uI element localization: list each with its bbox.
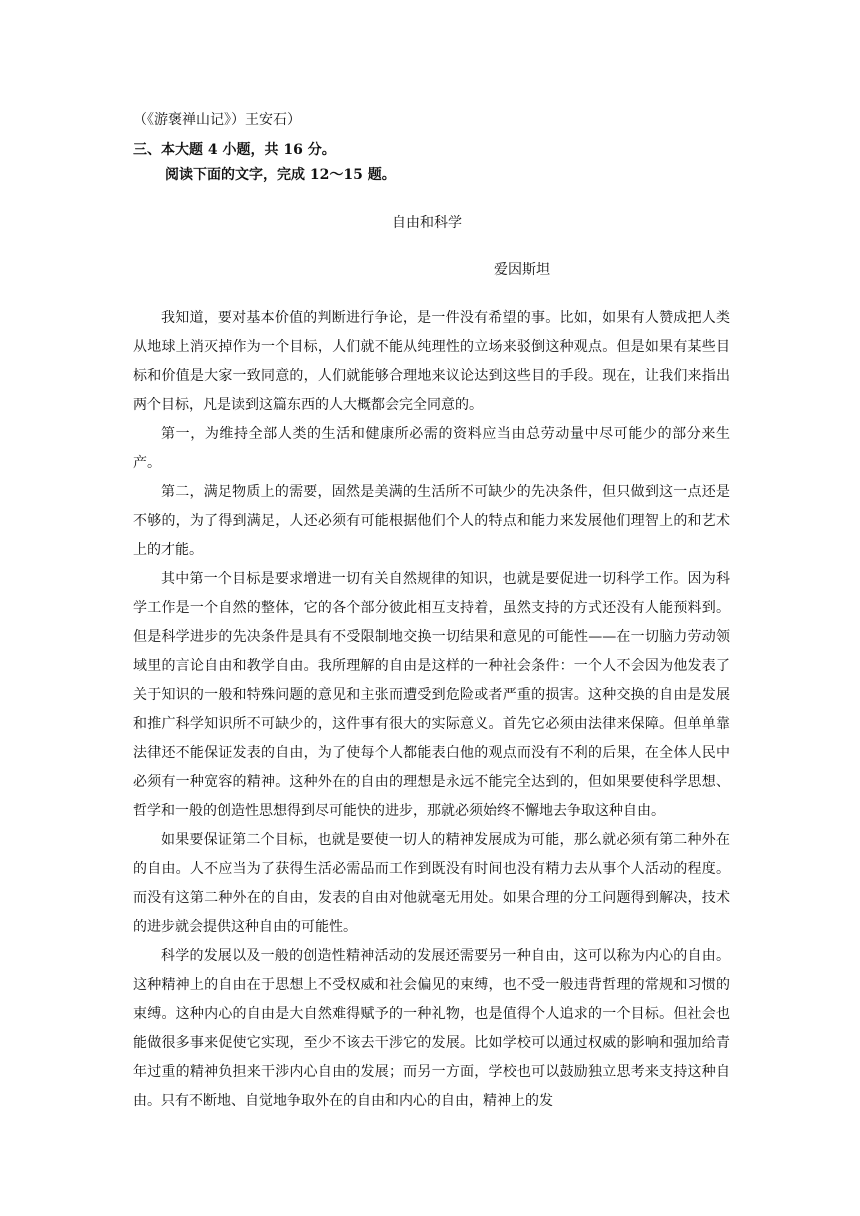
paragraph: 第二，满足物质上的需要，固然是美满的生活所不可缺少的先决条件，但只做到这一点还是不够的，为了得到满足，人还必须有可能根据他们个人的特点和能力来发展他们理智上的和艺术上的才能。: [133, 484, 730, 558]
paragraph: 科学的发展以及一般的创造性精神活动的发展还需要另一种自由，这可以称为内心的自由。这种精神上的自由在于思想上不受权威和社会偏见的束缚，也不受一般违背哲理的常规和习惯的束缚。这种内心的自由是大自然难得赋予的一种礼物，也是值得个人追求的一个目标。但社会也能做很多事来促使它实现，至少不该去干涉它的发展。比如学校可以通过权威的影响和强加给青年过重的精神负担来干涉内心自由的发展；而另一方面，学校也可以鼓励独立思考来支持这种自由。只有不断地、自觉地争取外在的自由和内心的自由，精神上的发: [133, 948, 730, 1109]
paragraph: 其中第一个目标是要求增进一切有关自然规律的知识，也就是要促进一切科学工作。因为科学工作是一个自然的整体，它的各个部分彼此相互支持着，虽然支持的方式还没有人能预料到。但是科学进步的先决条件是具有不受限制地交换一切结果和意见的可能性——在一切脑力劳动领域里的言论自由和教学自由。我所理解的自由是这样的一种社会条件：一个人不会因为他发表了关于知识的一般和特殊问题的意见和主张而遭受到危险或者严重的损害。这种交换的自由是发展和推广科学知识所不可缺少的，这件事有很大的实际意义。首先它必须由法律来保障。但单单靠法律还不能保证发表的自由，为了使每个人都能表白他的观点而没有不利的后果，在全体人民中必须有一种宽容的精神。这种外在的自由的理想是永远不能完全达到的，但如果要使科学思想、哲学和一般的创造性思想得到尽可能快的进步，那就必须始终不懈地去争取这种自由。: [133, 571, 730, 819]
article-title: 自由和科学: [392, 215, 462, 231]
instruction-text: 阅读下面的文字，完成 12～15 题。: [165, 167, 396, 183]
paragraph: 如果要保证第二个目标，也就是要使一切人的精神发展成为可能，那么就必须有第二种外在的自由。人不应当为了获得生活必需品而工作到既没有时间也没有精力去从事个人活动的程度。而没有这第二种外在的自由，发表的自由对他就毫无用处。如果合理的分工问题得到解决，技术的进步就会提供这种自由的可能性。: [133, 832, 730, 935]
article-body: [133, 304, 730, 1116]
source-line: （《游褒禅山记》）王安石）: [133, 112, 301, 128]
paragraph: 我知道，要对基本价值的判断进行争论，是一件没有希望的事。比如，如果有人赞成把人类从地球上消灭掉作为一个目标，人们就不能从纯理性的立场来驳倒这种观点。但是如果有某些目标和价值是大家一致同意的，人们就能够合理地来议论达到这些目的手段。现在，让我们来指出两个目标，凡是读到这篇东西的人大概都会完全同意的。: [133, 310, 730, 413]
section-heading: 三、本大题 4 小题，共 16 分。: [133, 142, 336, 158]
paragraph: 第一，为维持全部人类的生活和健康所必需的资料应当由总劳动量中尽可能少的部分来生产。: [133, 426, 730, 471]
article-author: 爱因斯坦: [494, 262, 550, 278]
